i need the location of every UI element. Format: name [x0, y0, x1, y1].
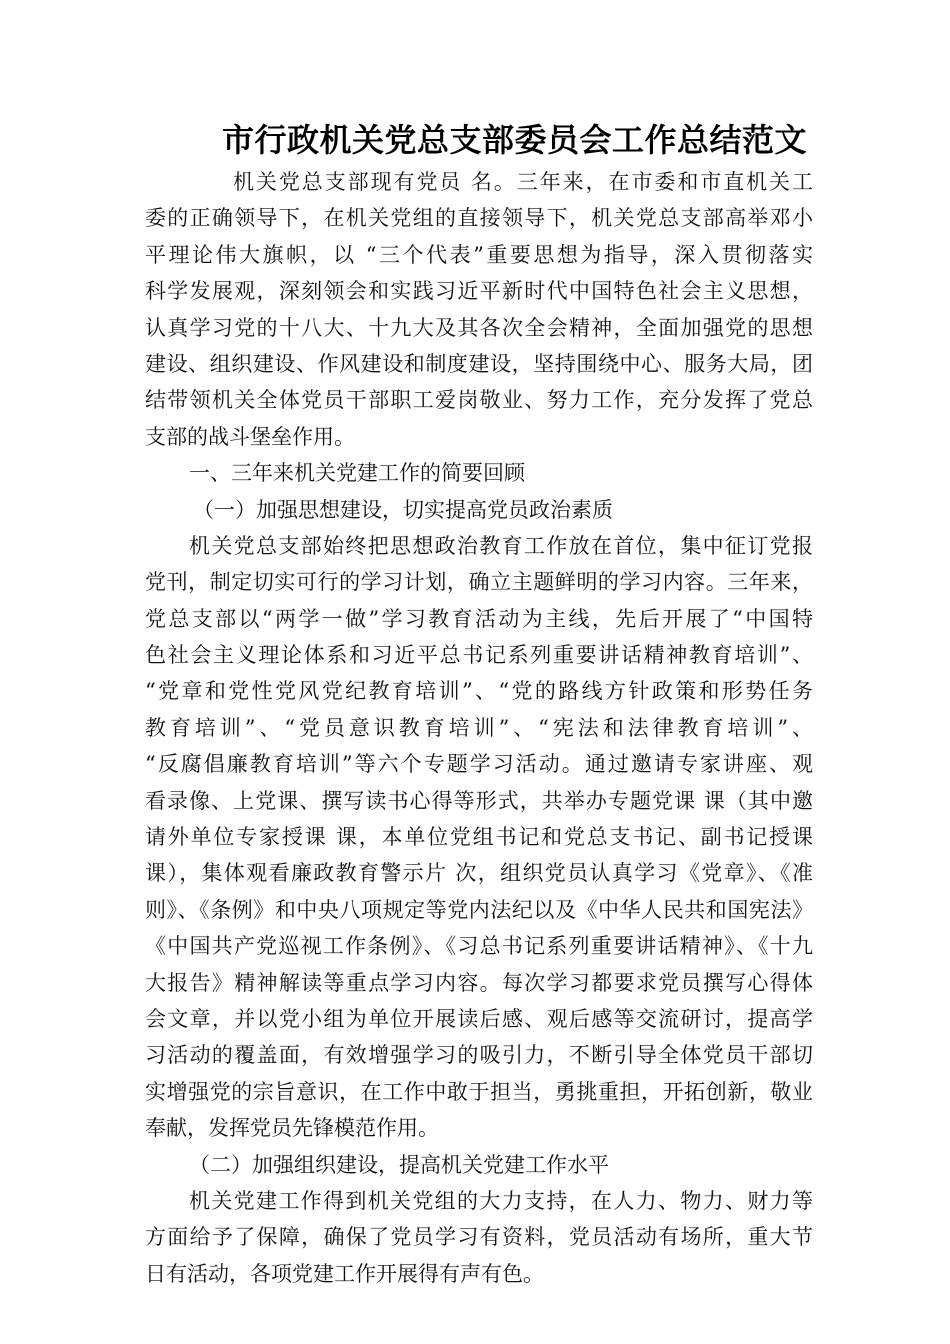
- paragraph-line: 《中国共产党巡视工作条例》、《习总书记系列重要讲话精神》、《十九: [145, 934, 813, 959]
- paragraph-line: 机关党建工作得到机关党组的大力支持，在人力、物力、财力等: [189, 1188, 813, 1213]
- document-body: [145, 164, 813, 1292]
- paragraph-line: 机关党总支部始终把思想政治教育工作放在首位，集中征订党报: [189, 533, 813, 558]
- paragraph-line: 色社会主义理论体系和习近平总书记系列重要讲话精神教育培训”、: [145, 643, 813, 668]
- paragraph-line: 委的正确领导下，在机关党组的直接领导下，机关党总支部高举邓小: [145, 206, 813, 231]
- paragraph-line: （一）加强思想建设，切实提高党员政治素质: [193, 497, 613, 522]
- paragraph-line: 机关党总支部现有党员 名。三年来，在市委和市直机关工: [233, 170, 813, 194]
- paragraph-line: 结带领机关全体党员干部职工爱岗敬业、努力工作，充分发挥了党总: [145, 388, 813, 413]
- paragraph-line: 看录像、上党课、撰写读书心得等形式，共举办专题党课 课（其中邀: [145, 788, 813, 813]
- document-title: 市行政机关党总支部委员会工作总结范文: [222, 121, 808, 159]
- paragraph-line: 课），集体观看廉政教育警示片 次，组织党员认真学习《党章》、《准: [145, 861, 813, 886]
- paragraph-line: 科学发展观，深刻领会和实践习近平新时代中国特色社会主义思想，: [145, 279, 813, 304]
- paragraph-line: 实增强党的宗旨意识，在工作中敢于担当，勇挑重担，开拓创新，敬业: [145, 1079, 813, 1104]
- paragraph-line: 党总支部以“两学一做”学习教育活动为主线，先后开展了“中国特: [145, 606, 813, 631]
- paragraph-line: 会文章，并以党小组为单位开展读后感、观后感等交流研讨，提高学: [145, 1006, 813, 1031]
- paragraph-line: “党章和党性党风党纪教育培训”、“党的路线方针政策和形势任务: [145, 679, 813, 704]
- paragraph-line: 习活动的覆盖面，有效增强学习的吸引力，不断引导全体党员干部切: [145, 1043, 813, 1068]
- paragraph-line: 建设、组织建设、作风建设和制度建设，坚持围绕中心、服务大局，团: [145, 351, 813, 376]
- paragraph-line: 教育培训”、“党员意识教育培训”、“宪法和法律教育培训”、: [145, 715, 813, 740]
- paragraph-line: “反腐倡廉教育培训”等六个专题学习活动。通过邀请专家讲座、观: [145, 752, 813, 777]
- paragraph-line: 大报告》精神解读等重点学习内容。每次学习都要求党员撰写心得体: [145, 970, 813, 995]
- paragraph-line: 方面给予了保障，确保了党员学习有资料，党员活动有场所，重大节: [145, 1225, 813, 1250]
- paragraph-line: 则》、《条例》和中央八项规定等党内法纪以及《中华人民共和国宪法》: [145, 897, 813, 922]
- paragraph-line: 党刊，制定切实可行的学习计划，确立主题鲜明的学习内容。三年来，: [145, 570, 813, 595]
- paragraph-line: 日有活动，各项党建工作开展得有声有色。: [145, 1261, 544, 1286]
- paragraph-line: 支部的战斗堡垒作用。: [145, 424, 355, 449]
- paragraph-line: 一、三年来机关党建工作的简要回顾: [189, 461, 525, 486]
- paragraph-line: 请外单位专家授课 课，本单位党组书记和党总支书记、副书记授课: [145, 825, 813, 850]
- paragraph-line: （二）加强组织建设，提高机关党建工作水平: [189, 1152, 609, 1177]
- paragraph-line: 奉献，发挥党员先锋模范作用。: [145, 1116, 439, 1141]
- paragraph-line: 认真学习党的十八大、十九大及其各次全会精神，全面加强党的思想: [145, 315, 813, 340]
- paragraph-line: 平理论伟大旗帜，以 “三个代表”重要思想为指导，深入贯彻落实: [145, 242, 813, 267]
